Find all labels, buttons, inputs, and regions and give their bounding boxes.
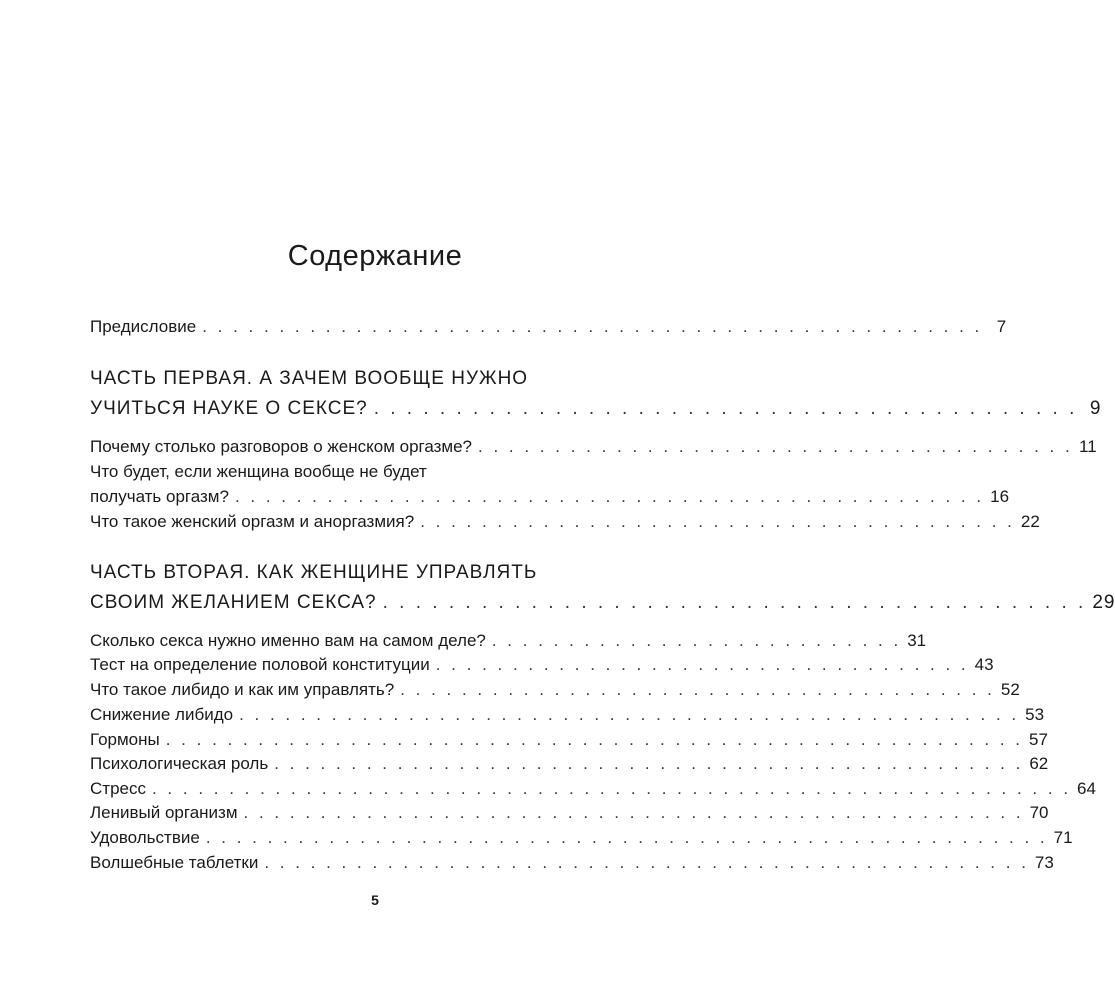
- toc-entry-page: 52: [1000, 680, 1020, 699]
- toc-entry-title: Снижение либидо: [90, 705, 234, 724]
- toc-entry-page: 11: [1079, 437, 1097, 456]
- toc-entry-title: Психологическая роль: [90, 754, 269, 773]
- dot-leader: . . . . . . . . . . . . . . . . . . . . . . . . . . . . . . . . . . . . . . . . . . . . . . . . . . .: [239, 705, 1020, 724]
- dot-leader: . . . . . . . . . . . . . . . . . . . . . . . . . . . . . . . . . . . . . . . . . . .: [382, 592, 1087, 613]
- dot-leader: . . . . . . . . . . . . . . . . . . . . . . . . . . . . . . . . . . . . . . . . . . . . . . . . . . . . . . . . . . . .: [151, 779, 1072, 798]
- toc-entry-title: Сколько секса нужно именно вам на самом деле?: [90, 631, 486, 650]
- toc-entry-page: 29: [1092, 592, 1115, 613]
- toc-entry[interactable]: [90, 728, 1048, 752]
- toc-entry-title: получать оргазм?: [90, 487, 229, 506]
- toc-entry[interactable]: [90, 629, 927, 653]
- dot-leader: . . . . . . . . . . . . . . . . . . . . . . . . . . . . . . . . . . . . . . . . . . . . . . . . . . . . . . .: [205, 828, 1048, 847]
- toc-entry-page: 64: [1077, 779, 1096, 798]
- page-title: Содержание: [287, 240, 463, 272]
- dot-leader: . . . . . . . . . . . . . . . . . . . . . . . . . . .: [491, 631, 902, 650]
- toc-entry-title: Предисловие: [90, 317, 197, 336]
- dot-leader: . . . . . . . . . . . . . . . . . . . . . . . . . . . . . . . . . . . . . . . . . . . . . . . . . . .: [243, 803, 1024, 822]
- toc-entry-page: 73: [1034, 853, 1054, 872]
- part-two-heading-line1[interactable]: ЧАСТЬ ВТОРАЯ. КАК ЖЕНЩИНЕ УПРАВЛЯТЬ: [90, 562, 538, 583]
- toc-entry-title: Ленивый организм: [90, 803, 238, 822]
- toc-entry-title: Удовольствие: [90, 828, 200, 847]
- toc-entry-page: 53: [1025, 705, 1045, 724]
- toc-entry-preface[interactable]: [90, 315, 1007, 339]
- toc-entry[interactable]: [90, 510, 1040, 534]
- toc-entry-title: СВОИМ ЖЕЛАНИЕМ СЕКСА?: [90, 592, 377, 613]
- dot-leader: . . . . . . . . . . . . . . . . . . . . . . . . . . . . . . . . . . . . . . . . . . .: [373, 398, 1078, 419]
- toc-entry-page: 43: [974, 655, 994, 674]
- toc-entry[interactable]: [90, 703, 1045, 727]
- dot-leader: . . . . . . . . . . . . . . . . . . . . . . . . . . . . . . . . . . . . . . . . . . . . . . . . . . . . . . . .: [165, 730, 1024, 749]
- toc-entry-title: Гормоны: [90, 730, 160, 749]
- toc-entry-title-line1[interactable]: Что будет, если женщина вообще не будет: [90, 462, 427, 481]
- dot-leader: . . . . . . . . . . . . . . . . . . . . . . . . . . . . . . . . . . .: [435, 655, 969, 674]
- toc-entry-page: 62: [1029, 754, 1049, 773]
- toc-entry[interactable]: [90, 826, 1073, 850]
- toc-entry[interactable]: [90, 801, 1049, 825]
- toc-entry-page: 70: [1029, 803, 1049, 822]
- dot-leader: . . . . . . . . . . . . . . . . . . . . . . . . . . . . . . . . . . . . . . .: [400, 680, 995, 699]
- toc-entry[interactable]: [90, 752, 1049, 776]
- toc-entry-title: Тест на определение половой конституции: [90, 655, 430, 674]
- toc-entry-part-one[interactable]: [90, 397, 1102, 421]
- dot-leader: . . . . . . . . . . . . . . . . . . . . . . . . . . . . . . . . . . . . . . .: [478, 437, 1073, 456]
- toc-entry-title: Что такое женский оргазм и аноргазмия?: [90, 512, 415, 531]
- toc-entry-title: Стресс: [90, 779, 146, 798]
- toc-entry[interactable]: [90, 485, 1010, 509]
- toc-entry[interactable]: [90, 653, 994, 677]
- dot-leader: . . . . . . . . . . . . . . . . . . . . . . . . . . . . . . . . . . . . . . .: [420, 512, 1015, 531]
- toc-entry[interactable]: [90, 851, 1054, 875]
- toc-entry-title: УЧИТЬСЯ НАУКЕ О СЕКСЕ?: [90, 398, 368, 419]
- toc-entry-page: 16: [990, 487, 1010, 506]
- toc-entry-page: 31: [907, 631, 927, 650]
- toc-entry-page: 7: [996, 317, 1007, 336]
- toc-entry-title: Почему столько разговоров о женском оргазме?: [90, 437, 473, 456]
- dot-leader: . . . . . . . . . . . . . . . . . . . . . . . . . . . . . . . . . . . . . . . . . . . . . . . . .: [234, 487, 985, 506]
- toc-entry[interactable]: [90, 678, 1020, 702]
- toc-entry-page: 57: [1029, 730, 1048, 749]
- toc-entry-title: Что такое либидо и как им управлять?: [90, 680, 395, 699]
- toc-entry-part-two[interactable]: [90, 591, 1115, 615]
- toc-entry-page: 22: [1020, 512, 1040, 531]
- toc-entry-title: Волшебные таблетки: [90, 853, 259, 872]
- part-one-heading-line1[interactable]: ЧАСТЬ ПЕРВАЯ. А ЗАЧЕМ ВООБЩЕ НУЖНО: [90, 368, 529, 389]
- dot-leader: . . . . . . . . . . . . . . . . . . . . . . . . . . . . . . . . . . . . . . . . . . . . . . . . . .: [264, 853, 1029, 872]
- dot-leader: . . . . . . . . . . . . . . . . . . . . . . . . . . . . . . . . . . . . . . . . . . . . . . . . . . .: [202, 317, 983, 336]
- toc-entry[interactable]: [90, 435, 1097, 459]
- toc-entry[interactable]: [90, 777, 1096, 801]
- dot-leader: . . . . . . . . . . . . . . . . . . . . . . . . . . . . . . . . . . . . . . . . . . . . . . . . .: [274, 754, 1024, 773]
- toc-entry-page: 9: [1089, 398, 1102, 419]
- toc-entry-page: 71: [1053, 828, 1073, 847]
- page-number: 5: [371, 892, 379, 908]
